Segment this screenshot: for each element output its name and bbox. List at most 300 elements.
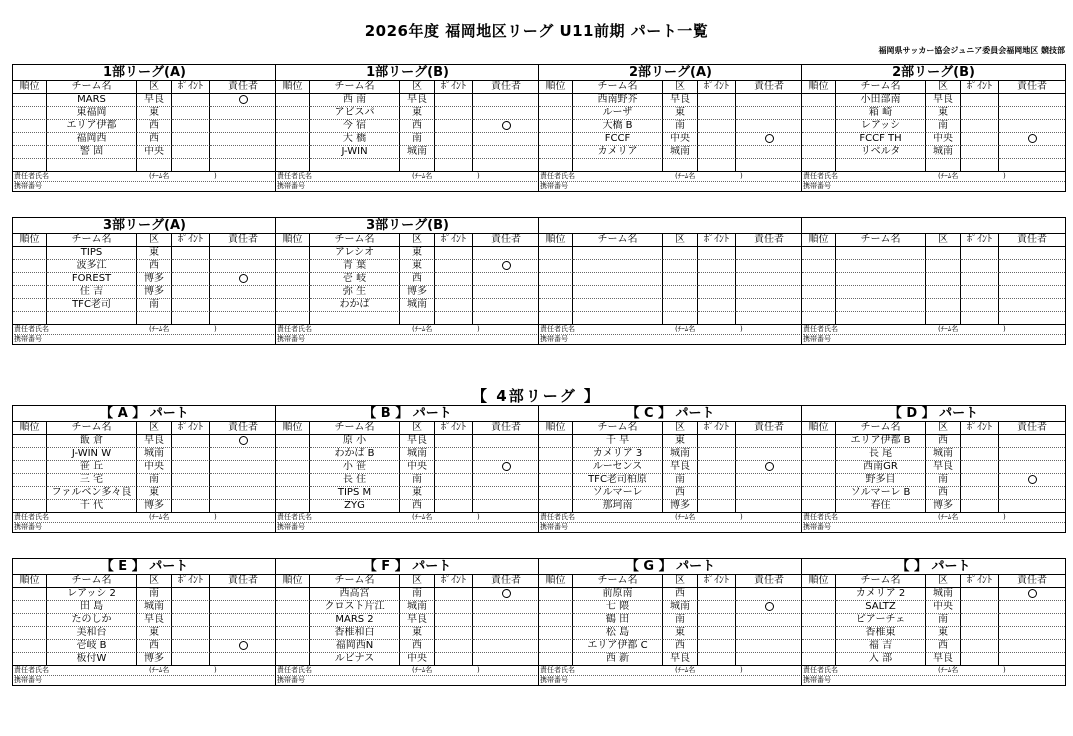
rank-cell[interactable] xyxy=(276,448,310,461)
phone-number-line[interactable] xyxy=(803,182,1065,191)
point-cell[interactable] xyxy=(435,487,473,500)
phone-number-line[interactable] xyxy=(540,676,802,685)
rank-cell[interactable] xyxy=(539,247,573,260)
point-cell[interactable] xyxy=(172,601,210,614)
rank-cell[interactable] xyxy=(539,312,573,325)
point-cell[interactable] xyxy=(698,299,736,312)
rank-cell[interactable] xyxy=(13,146,47,159)
rank-cell[interactable] xyxy=(276,260,310,273)
responsible-cell xyxy=(210,247,276,260)
point-cell[interactable] xyxy=(435,640,473,653)
point-cell[interactable] xyxy=(435,247,473,260)
rank-cell[interactable] xyxy=(13,653,47,666)
phone-number-line[interactable] xyxy=(14,523,276,532)
point-cell[interactable] xyxy=(435,653,473,666)
rank-cell[interactable] xyxy=(13,273,47,286)
rank-cell[interactable] xyxy=(802,653,836,666)
team-name-cell: アビスパ xyxy=(310,107,400,120)
rank-cell[interactable] xyxy=(276,601,310,614)
point-cell[interactable] xyxy=(435,120,473,133)
table-row xyxy=(802,299,1065,312)
rank-cell[interactable] xyxy=(276,500,310,513)
rank-cell[interactable] xyxy=(13,120,47,133)
rank-cell[interactable] xyxy=(13,299,47,312)
team-name-cell: エリア伊都 C xyxy=(573,640,663,653)
point-cell[interactable] xyxy=(698,653,736,666)
rank-cell[interactable] xyxy=(539,286,573,299)
rank-cell[interactable] xyxy=(802,614,836,627)
rank-cell[interactable] xyxy=(13,627,47,640)
point-cell[interactable] xyxy=(961,448,999,461)
rank-cell[interactable] xyxy=(276,159,310,172)
point-cell[interactable] xyxy=(435,159,473,172)
point-cell[interactable] xyxy=(172,312,210,325)
point-cell[interactable] xyxy=(698,146,736,159)
ward-cell: 城南 xyxy=(137,601,172,614)
responsible-cell xyxy=(210,299,276,312)
table-row xyxy=(802,159,1065,172)
phone-number-line[interactable] xyxy=(277,676,539,685)
rank-cell[interactable] xyxy=(802,627,836,640)
rank-cell[interactable] xyxy=(13,588,47,601)
responsible-header: 責任者 xyxy=(999,234,1065,247)
rank-cell[interactable] xyxy=(802,487,836,500)
rank-cell[interactable] xyxy=(539,299,573,312)
rank-cell[interactable] xyxy=(539,120,573,133)
point-cell[interactable] xyxy=(961,94,999,107)
point-cell[interactable] xyxy=(172,461,210,474)
point-cell[interactable] xyxy=(961,588,999,601)
responsible-name-line[interactable] xyxy=(277,172,539,182)
table-row xyxy=(276,120,539,133)
rank-cell[interactable] xyxy=(13,260,47,273)
point-cell[interactable] xyxy=(698,448,736,461)
point-cell[interactable] xyxy=(435,614,473,627)
rank-cell[interactable] xyxy=(802,146,836,159)
point-cell[interactable] xyxy=(698,94,736,107)
responsible-name-line[interactable] xyxy=(277,513,539,523)
point-cell[interactable] xyxy=(961,312,999,325)
responsible-name-line[interactable] xyxy=(540,666,802,676)
team-name-cell: FCCF TH xyxy=(836,133,926,146)
rank-cell[interactable] xyxy=(13,461,47,474)
point-cell[interactable] xyxy=(435,107,473,120)
rank-cell[interactable] xyxy=(802,107,836,120)
team-name-cell xyxy=(573,312,663,325)
point-cell[interactable] xyxy=(698,107,736,120)
rank-cell[interactable] xyxy=(539,500,573,513)
point-cell[interactable] xyxy=(172,260,210,273)
table-row xyxy=(539,614,802,627)
rank-cell[interactable] xyxy=(276,435,310,448)
point-cell[interactable] xyxy=(172,286,210,299)
rank-cell[interactable] xyxy=(802,435,836,448)
point-cell[interactable] xyxy=(435,133,473,146)
point-cell[interactable] xyxy=(698,120,736,133)
point-cell[interactable] xyxy=(172,627,210,640)
rank-cell[interactable] xyxy=(539,94,573,107)
responsible-name-line[interactable] xyxy=(277,325,539,335)
rank-cell[interactable] xyxy=(276,299,310,312)
phone-number-line[interactable] xyxy=(14,182,276,191)
rank-cell[interactable] xyxy=(276,312,310,325)
rank-cell[interactable] xyxy=(13,614,47,627)
point-cell[interactable] xyxy=(435,500,473,513)
rank-cell[interactable] xyxy=(13,435,47,448)
responsible-circle-icon xyxy=(239,274,248,283)
point-cell[interactable] xyxy=(698,500,736,513)
point-cell[interactable] xyxy=(172,273,210,286)
table-row xyxy=(802,435,1065,448)
rank-cell[interactable] xyxy=(13,448,47,461)
point-cell[interactable] xyxy=(961,435,999,448)
point-cell[interactable] xyxy=(435,601,473,614)
point-cell[interactable] xyxy=(435,627,473,640)
point-cell[interactable] xyxy=(961,474,999,487)
rank-cell[interactable] xyxy=(802,299,836,312)
rank-cell[interactable] xyxy=(802,273,836,286)
point-cell[interactable] xyxy=(961,133,999,146)
rank-cell[interactable] xyxy=(802,247,836,260)
responsible-circle-icon xyxy=(502,261,511,270)
team-name-header: チーム名 xyxy=(836,234,926,247)
ward-cell: 早良 xyxy=(137,435,172,448)
rank-cell[interactable] xyxy=(13,500,47,513)
responsible-header: 責任者 xyxy=(736,422,802,435)
table-row xyxy=(13,627,276,640)
point-cell[interactable] xyxy=(435,312,473,325)
rank-cell[interactable] xyxy=(276,133,310,146)
point-cell[interactable] xyxy=(172,435,210,448)
rank-cell[interactable] xyxy=(539,627,573,640)
point-cell[interactable] xyxy=(172,500,210,513)
point-cell[interactable] xyxy=(172,133,210,146)
phone-number-line[interactable] xyxy=(803,335,1065,344)
ward-cell: 南 xyxy=(137,299,172,312)
rank-cell[interactable] xyxy=(276,247,310,260)
point-cell[interactable] xyxy=(435,299,473,312)
rank-cell[interactable] xyxy=(539,588,573,601)
responsible-cell xyxy=(736,312,802,325)
point-cell[interactable] xyxy=(698,286,736,299)
rank-cell[interactable] xyxy=(276,487,310,500)
point-cell[interactable] xyxy=(961,159,999,172)
rank-cell[interactable] xyxy=(802,133,836,146)
point-cell[interactable] xyxy=(961,299,999,312)
rank-cell[interactable] xyxy=(539,487,573,500)
rank-cell[interactable] xyxy=(13,601,47,614)
rank-header: 順位 xyxy=(276,575,310,588)
rank-cell[interactable] xyxy=(539,133,573,146)
rank-cell[interactable] xyxy=(802,159,836,172)
ward-cell: 早良 xyxy=(663,461,698,474)
table-row xyxy=(802,286,1065,299)
phone-number-label: 携帯番号 xyxy=(14,182,42,190)
rank-cell[interactable] xyxy=(276,627,310,640)
ward-cell: 博多 xyxy=(137,273,172,286)
responsible-name-line[interactable] xyxy=(14,172,276,182)
point-cell[interactable] xyxy=(698,133,736,146)
rank-cell[interactable] xyxy=(276,120,310,133)
team-name-cell xyxy=(836,273,926,286)
point-cell[interactable] xyxy=(961,273,999,286)
rank-cell[interactable] xyxy=(13,133,47,146)
point-cell[interactable] xyxy=(435,588,473,601)
rank-cell[interactable] xyxy=(276,146,310,159)
point-cell[interactable] xyxy=(172,653,210,666)
table-row xyxy=(13,448,276,461)
table-row xyxy=(13,474,276,487)
responsible-name-line[interactable] xyxy=(14,325,276,335)
rank-cell[interactable] xyxy=(802,286,836,299)
table-row xyxy=(13,286,276,299)
point-cell[interactable] xyxy=(961,146,999,159)
point-cell[interactable] xyxy=(698,461,736,474)
phone-number-line[interactable] xyxy=(277,523,539,532)
point-cell[interactable] xyxy=(172,299,210,312)
responsible-name-line[interactable] xyxy=(540,172,802,182)
point-cell[interactable] xyxy=(961,461,999,474)
point-cell[interactable] xyxy=(961,500,999,513)
team-name-header: チーム名 xyxy=(47,81,137,94)
point-cell[interactable] xyxy=(698,247,736,260)
rank-cell[interactable] xyxy=(802,312,836,325)
point-cell[interactable] xyxy=(698,640,736,653)
table-row xyxy=(276,614,539,627)
phone-number-line[interactable] xyxy=(803,523,1065,532)
rank-cell[interactable] xyxy=(802,448,836,461)
responsible-name-line[interactable] xyxy=(14,513,276,523)
point-cell[interactable] xyxy=(698,487,736,500)
point-cell[interactable] xyxy=(698,627,736,640)
table-row xyxy=(13,500,276,513)
point-cell[interactable] xyxy=(172,120,210,133)
rank-header: 順位 xyxy=(539,81,573,94)
point-cell[interactable] xyxy=(961,487,999,500)
rank-cell[interactable] xyxy=(276,614,310,627)
point-cell[interactable] xyxy=(698,159,736,172)
point-cell[interactable] xyxy=(698,588,736,601)
point-cell[interactable] xyxy=(435,260,473,273)
point-cell[interactable] xyxy=(961,614,999,627)
point-cell[interactable] xyxy=(961,601,999,614)
rank-cell[interactable] xyxy=(802,588,836,601)
rank-cell[interactable] xyxy=(802,260,836,273)
responsible-name-line[interactable] xyxy=(803,666,1065,676)
ward-cell xyxy=(663,260,698,273)
rank-cell[interactable] xyxy=(539,273,573,286)
rank-cell[interactable] xyxy=(539,107,573,120)
responsible-team-close: ) xyxy=(214,666,217,674)
part-8-header-row xyxy=(802,575,1065,588)
point-cell[interactable] xyxy=(172,448,210,461)
rank-cell[interactable] xyxy=(539,146,573,159)
point-cell[interactable] xyxy=(698,312,736,325)
rank-cell[interactable] xyxy=(802,640,836,653)
rank-cell[interactable] xyxy=(802,474,836,487)
team-name-cell: 飯 倉 xyxy=(47,435,137,448)
point-cell[interactable] xyxy=(961,120,999,133)
point-header: ﾎﾟｲﾝﾄ xyxy=(961,81,999,94)
phone-number-line[interactable] xyxy=(540,182,802,191)
ward-cell: 南 xyxy=(400,133,435,146)
rank-cell[interactable] xyxy=(802,601,836,614)
team-name-header: チーム名 xyxy=(836,81,926,94)
ward-cell: 早良 xyxy=(926,461,961,474)
point-cell[interactable] xyxy=(435,474,473,487)
ward-cell: 西 xyxy=(400,640,435,653)
point-cell[interactable] xyxy=(698,273,736,286)
table-row xyxy=(802,312,1065,325)
point-cell[interactable] xyxy=(435,435,473,448)
team-name-cell: ピアーチェ xyxy=(836,614,926,627)
phone-number-line[interactable] xyxy=(14,335,276,344)
point-cell[interactable] xyxy=(698,260,736,273)
phone-number-line[interactable] xyxy=(14,676,276,685)
rank-cell[interactable] xyxy=(13,159,47,172)
rank-cell[interactable] xyxy=(802,94,836,107)
rank-cell[interactable] xyxy=(539,474,573,487)
rank-cell[interactable] xyxy=(539,461,573,474)
rank-cell[interactable] xyxy=(276,653,310,666)
responsible-name-line[interactable] xyxy=(277,666,539,676)
point-cell[interactable] xyxy=(172,107,210,120)
rank-cell[interactable] xyxy=(276,286,310,299)
phone-number-line[interactable] xyxy=(277,182,539,191)
responsible-name-line[interactable] xyxy=(803,172,1065,182)
upper-league-1-header-row xyxy=(13,81,276,94)
rank-cell[interactable] xyxy=(539,614,573,627)
part-5-footer xyxy=(13,666,276,685)
responsible-cell xyxy=(210,474,276,487)
rank-cell[interactable] xyxy=(539,435,573,448)
point-cell[interactable] xyxy=(698,614,736,627)
rank-cell[interactable] xyxy=(539,653,573,666)
responsible-cell xyxy=(999,146,1065,159)
point-cell[interactable] xyxy=(961,286,999,299)
ward-cell: 城南 xyxy=(926,448,961,461)
team-name-cell: 入 部 xyxy=(836,653,926,666)
table-row xyxy=(539,273,802,286)
rank-cell[interactable] xyxy=(276,107,310,120)
point-cell[interactable] xyxy=(435,461,473,474)
point-cell[interactable] xyxy=(435,146,473,159)
responsible-name-line[interactable] xyxy=(803,513,1065,523)
responsible-name-line[interactable] xyxy=(14,666,276,676)
responsible-name-line[interactable] xyxy=(540,513,802,523)
point-cell[interactable] xyxy=(961,260,999,273)
phone-number-line[interactable] xyxy=(540,523,802,532)
team-name-cell xyxy=(573,299,663,312)
point-cell[interactable] xyxy=(172,146,210,159)
responsible-team-label: (ﾁｰﾑ名 xyxy=(149,513,170,521)
rank-cell[interactable] xyxy=(13,487,47,500)
rank-cell[interactable] xyxy=(539,640,573,653)
ward-cell: 南 xyxy=(926,474,961,487)
point-header: ﾎﾟｲﾝﾄ xyxy=(698,234,736,247)
rank-cell[interactable] xyxy=(276,461,310,474)
rank-cell[interactable] xyxy=(13,474,47,487)
ward-cell: 早良 xyxy=(663,653,698,666)
rank-cell[interactable] xyxy=(13,107,47,120)
rank-cell[interactable] xyxy=(13,94,47,107)
table-row xyxy=(276,94,539,107)
point-cell[interactable] xyxy=(961,107,999,120)
point-cell[interactable] xyxy=(172,640,210,653)
responsible-cell xyxy=(210,640,276,653)
point-cell[interactable] xyxy=(172,614,210,627)
responsible-cell xyxy=(999,435,1065,448)
table-row xyxy=(539,601,802,614)
rank-cell[interactable] xyxy=(276,94,310,107)
part-4-title: 【 D 】 パート xyxy=(802,406,1065,422)
point-cell[interactable] xyxy=(698,435,736,448)
rank-cell[interactable] xyxy=(802,500,836,513)
point-cell[interactable] xyxy=(172,588,210,601)
responsible-circle-icon xyxy=(1028,134,1037,143)
team-name-header: チーム名 xyxy=(47,234,137,247)
rank-cell[interactable] xyxy=(13,640,47,653)
point-cell[interactable] xyxy=(172,474,210,487)
rank-cell[interactable] xyxy=(13,286,47,299)
rank-cell[interactable] xyxy=(13,247,47,260)
ward-cell: 西 xyxy=(137,260,172,273)
rank-cell[interactable] xyxy=(276,588,310,601)
point-cell[interactable] xyxy=(172,487,210,500)
rank-cell[interactable] xyxy=(276,640,310,653)
responsible-team-label: (ﾁｰﾑ名 xyxy=(938,513,959,521)
rank-cell[interactable] xyxy=(539,448,573,461)
responsible-name-label: 責任者氏名 xyxy=(14,172,49,180)
point-cell[interactable] xyxy=(435,286,473,299)
phone-number-line[interactable] xyxy=(277,335,539,344)
team-name-header: チーム名 xyxy=(47,575,137,588)
responsible-cell xyxy=(736,653,802,666)
rank-cell[interactable] xyxy=(802,461,836,474)
rank-cell[interactable] xyxy=(539,260,573,273)
part-5-block xyxy=(12,558,277,686)
point-cell[interactable] xyxy=(435,273,473,286)
point-header: ﾎﾟｲﾝﾄ xyxy=(698,81,736,94)
point-cell[interactable] xyxy=(172,159,210,172)
point-cell[interactable] xyxy=(961,640,999,653)
responsible-circle-icon xyxy=(239,436,248,445)
rank-cell[interactable] xyxy=(539,601,573,614)
point-cell[interactable] xyxy=(961,653,999,666)
rank-cell[interactable] xyxy=(276,273,310,286)
responsible-name-line[interactable] xyxy=(540,325,802,335)
phone-number-line[interactable] xyxy=(540,335,802,344)
phone-number-line[interactable] xyxy=(803,676,1065,685)
responsible-cell xyxy=(473,500,539,513)
rank-cell[interactable] xyxy=(802,120,836,133)
responsible-team-label: (ﾁｰﾑ名 xyxy=(938,325,959,333)
point-cell[interactable] xyxy=(172,94,210,107)
ward-cell: 西 xyxy=(926,487,961,500)
point-cell[interactable] xyxy=(172,247,210,260)
team-name-cell: レアッシ 2 xyxy=(47,588,137,601)
rank-cell[interactable] xyxy=(276,474,310,487)
point-cell[interactable] xyxy=(698,474,736,487)
responsible-name-line[interactable] xyxy=(803,325,1065,335)
point-cell[interactable] xyxy=(435,448,473,461)
rank-cell[interactable] xyxy=(539,159,573,172)
point-cell[interactable] xyxy=(698,601,736,614)
point-cell[interactable] xyxy=(961,627,999,640)
point-cell[interactable] xyxy=(435,94,473,107)
point-cell[interactable] xyxy=(961,247,999,260)
rank-cell[interactable] xyxy=(13,312,47,325)
